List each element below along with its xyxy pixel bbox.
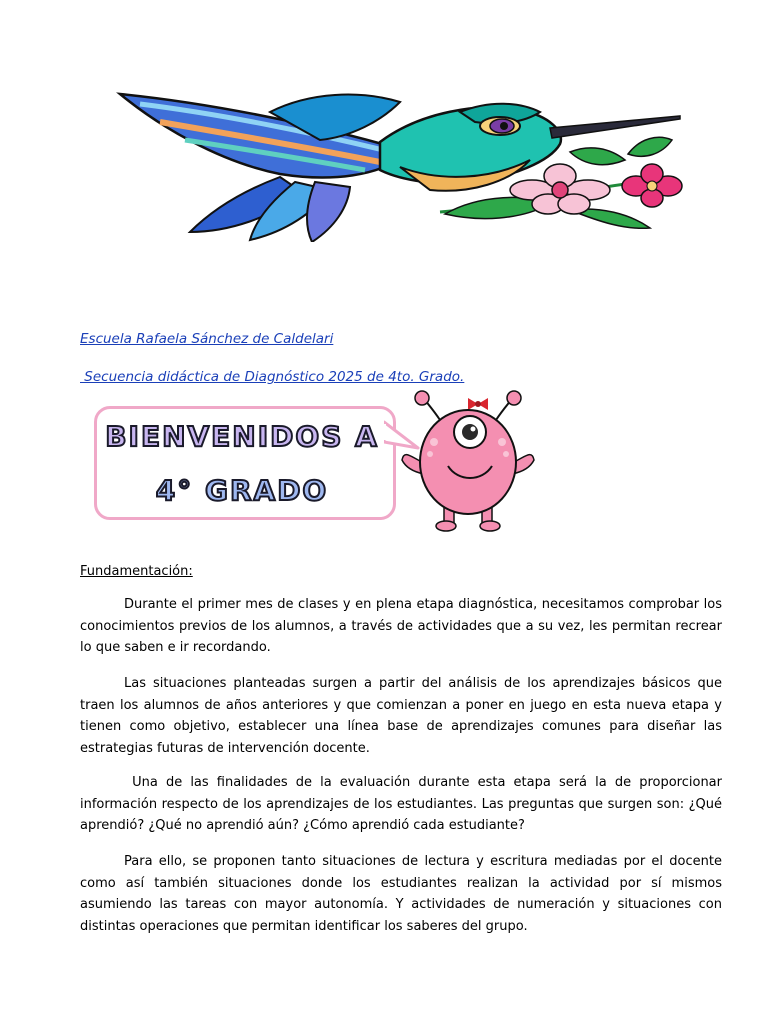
hummingbird-illustration: [80, 82, 728, 242]
section-heading: Fundamentación:: [80, 564, 193, 579]
paragraph-4: Para ello, se proponen tanto situaciones de lectura y escritura mediadas por el docente como así también situaciones donde los estudiantes realizan la actividad por sí mismos asumiendo las tareas con mayor autonomía. Y actividades de numeración y situaciones con distintas operaciones que permitan identificar los saberes del grupo.: [80, 854, 722, 934]
school-link[interactable]: Escuela Rafaela Sánchez de Caldelari: [80, 331, 334, 347]
banner-line-2: 4° GRADO: [155, 474, 329, 507]
paragraph-2: Las situaciones planteadas surgen a partir del análisis de los aprendizajes básicos que traen los alumnos de años anteriores y que comienzan a poner en juego en esta nueva etapa y tienen como objetivo, establecer una línea base de aprendizajes comunes para diseñar las estrategias futuras de intervención docente.: [80, 676, 722, 756]
paragraph-3: Una de las finalidades de la evaluación durante esta etapa será la de proporcionar información respecto de los aprendizajes de los estudiantes. Las preguntas que surgen son: ¿Qué aprendió? ¿Qué no aprendió aún? ¿Cómo aprendió cada estudiante?: [80, 775, 722, 833]
banner-line-1: BIENVENIDOS A: [105, 420, 379, 453]
sequence-link[interactable]: Secuencia didáctica de Diagnóstico 2025 de 4to. Grado.: [80, 369, 465, 385]
pink-monster-illustration: [398, 390, 538, 535]
paragraph-1: Durante el primer mes de clases y en plena etapa diagnóstica, necesitamos comprobar los conocimientos previos de los alumnos, a través de actividades que a su vez, les permitan recrear lo que saben e ir recordando.: [80, 597, 722, 655]
tail-feathers: [190, 177, 350, 242]
